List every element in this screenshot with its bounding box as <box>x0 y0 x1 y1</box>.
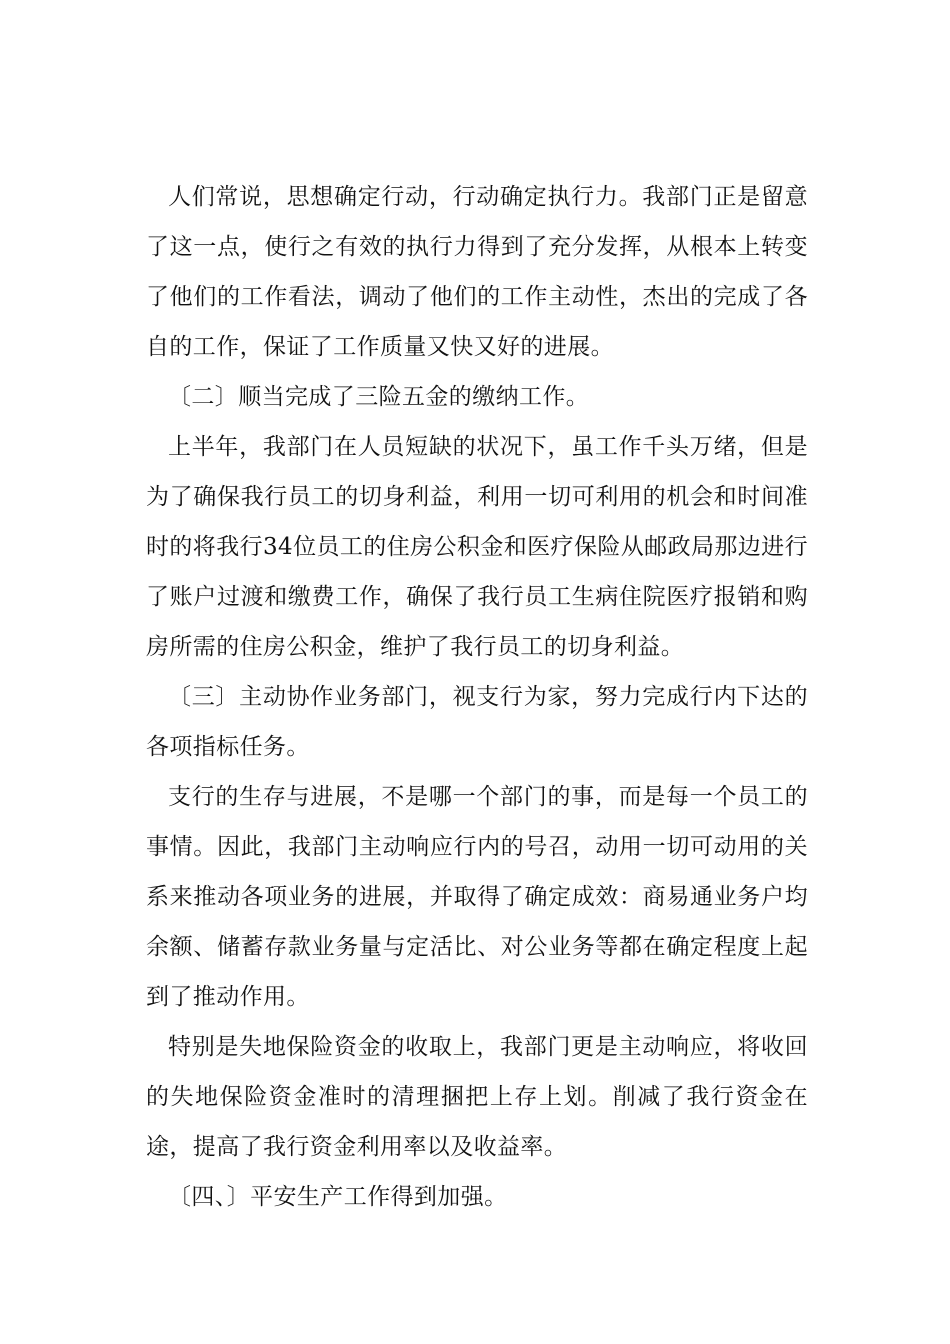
paragraph-business-support: 支行的生存与进展，不是哪一个部门的事，而是每一个员工的事情。因此，我部门主动响应行内的号召，动用一切可动用的关系来推动各项业务的进展，并取得了确定成效：商易通业务户均余额、储蓄存款业务量与定活比、对公业务等都在确定程度上起到了推动作用。 <box>146 784 808 1010</box>
section-heading-2: 〔二〕顺当完成了三险五金的缴纳工作。 <box>168 384 590 410</box>
paragraph-execution: 人们常说，思想确定行动，行动确定执行力。我部门正是留意了这一点，使行之有效的执行力得到了充分发挥，从根本上转变了他们的工作看法，调动了他们的工作主动性，杰出的完成了各自的工作，保证了工作质量又快又好的进展。 <box>146 184 808 360</box>
section-heading-4: 〔四、〕平安生产工作得到加强。 <box>168 1184 508 1210</box>
paragraph-insurance: 上半年，我部门在人员短缺的状况下，虽工作千头万绪，但是为了确保我行员工的切身利益，利用一切可利用的机会和时间准时的将我行34位员工的住房公积金和医疗保险从邮政局那边进行了账户过渡和缴费工作，确保了我行员工生病住院医疗报销和购房所需的住房公积金，维护了我行员工的切身利益。 <box>146 434 808 660</box>
paragraph-land-insurance: 特别是失地保险资金的收取上，我部门更是主动响应，将收回的失地保险资金准时的清理捆把上存上划。削减了我行资金在途，提高了我行资金利用率以及收益率。 <box>146 1034 808 1160</box>
document-body <box>146 172 808 1222</box>
section-heading-3: 〔三〕主动协作业务部门，视支行为家，努力完成行内下达的各项指标任务。 <box>146 684 808 760</box>
